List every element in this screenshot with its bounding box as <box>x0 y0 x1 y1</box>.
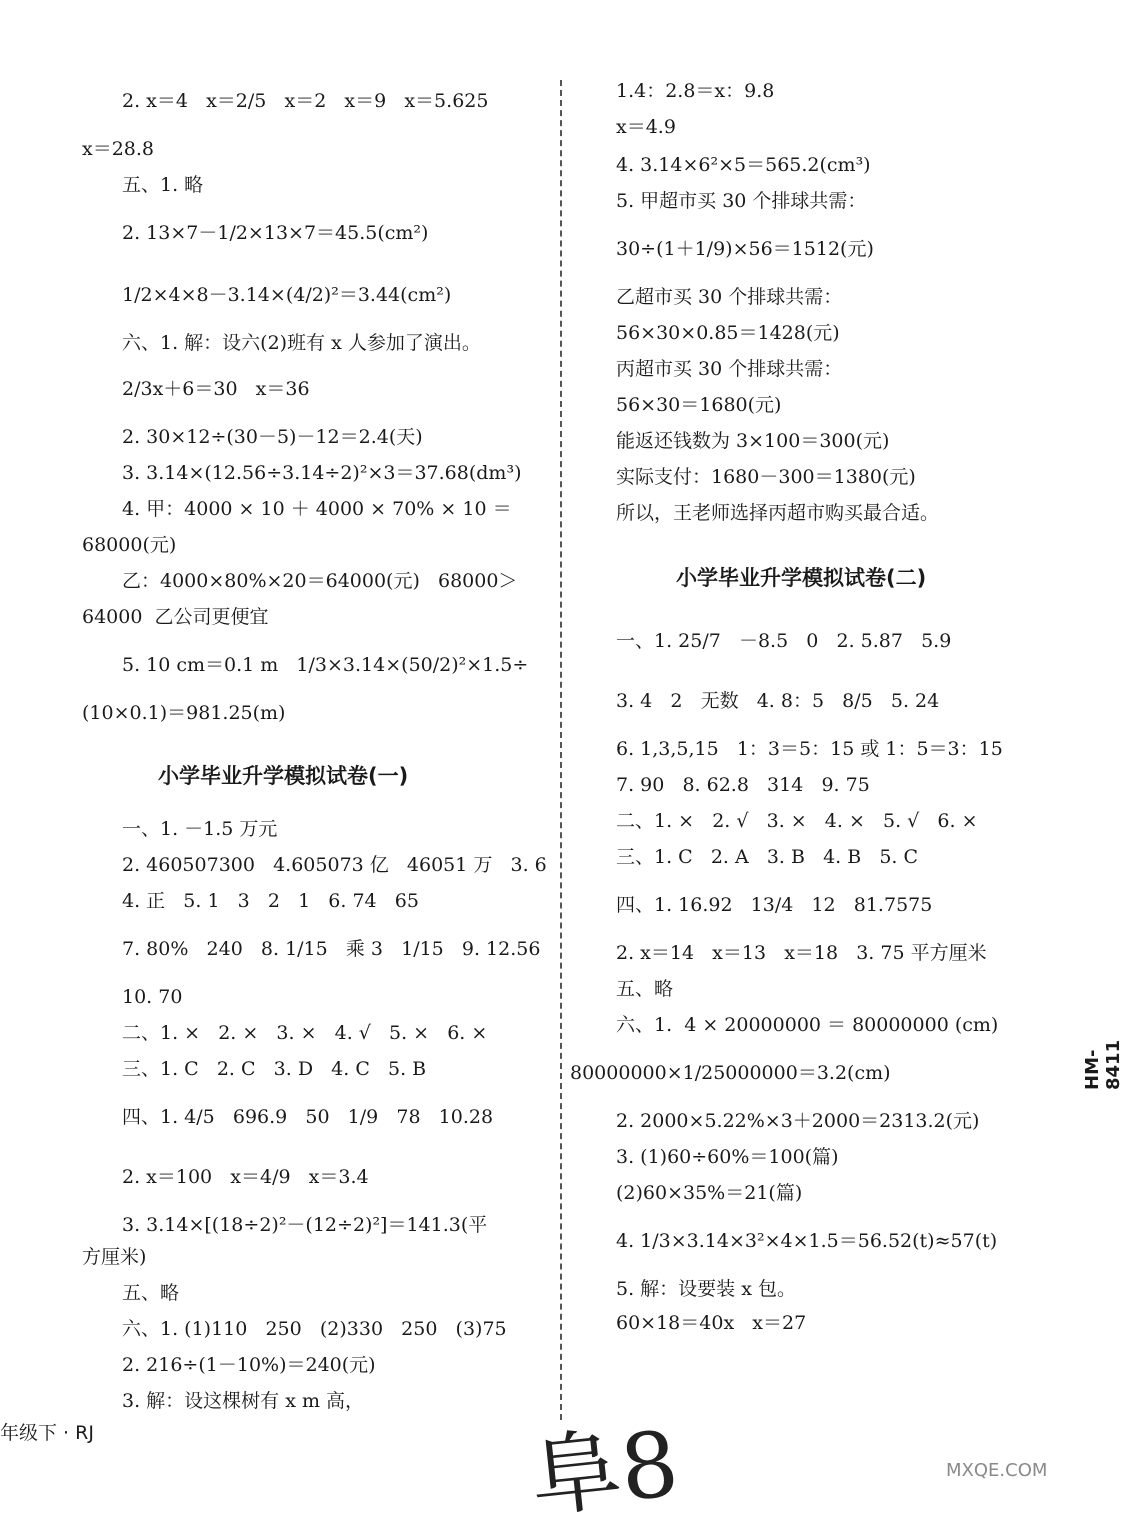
right-answer-line: 六、1. 4 × 20000000 ＝ 80000000 (cm) <box>616 1014 999 1036</box>
left-answer-line: 10. 70 <box>122 986 183 1008</box>
right-answer-line: 3. 4 2 无数 4. 8：5 8/5 5. 24 <box>616 690 940 712</box>
left-answer-line: 3. 3.14×[(18÷2)²－(12÷2)²]＝141.3(平 <box>122 1214 488 1236</box>
left-answer-line: 4. 甲：4000 × 10 ＋ 4000 × 70% × 10 ＝ <box>122 498 512 520</box>
handwritten-mark: 阜8 <box>525 1411 684 1532</box>
left-answer-line: 2. 216÷(1－10%)＝240(元) <box>122 1354 376 1376</box>
right-answer-line: 5. 甲超市买 30 个排球共需： <box>616 190 867 212</box>
right-answer-line: (2)60×35%＝21(篇) <box>616 1182 803 1204</box>
left-answer-line: 2. x＝100 x＝4/9 x＝3.4 <box>122 1166 369 1188</box>
left-answer-line: 7. 80% 240 8. 1/15 乘 3 1/15 9. 12.56 <box>122 938 541 960</box>
right-answer-line: 2. 2000×5.22%×3＋2000＝2313.2(元) <box>616 1110 980 1132</box>
right-answer-line: 二、1. × 2. √ 3. × 4. × 5. √ 6. × <box>616 810 978 832</box>
right-answer-line: 所以，王老师选择丙超市购买最合适。 <box>616 502 940 524</box>
right-answer-line: 实际支付：1680－300＝1380(元) <box>616 466 916 488</box>
right-answer-line: x＝4.9 <box>616 116 676 138</box>
right-answer-line: 五、略 <box>616 978 674 1000</box>
right-answer-line: 1.4：2.8＝x：9.8 <box>616 80 775 102</box>
right-answer-line: 30÷(1＋1/9)×56＝1512(元) <box>616 238 874 260</box>
right-answer-line: 3. (1)60÷60%＝100(篇) <box>616 1146 839 1168</box>
right-answer-line: 56×30＝1680(元) <box>616 394 782 416</box>
right-answer-line: 乙超市买 30 个排球共需： <box>616 286 843 308</box>
left-answer-line: 一、1. －1.5 万元 <box>122 818 278 840</box>
right-answer-line: 5. 解：设要装 x 包。 <box>616 1278 796 1300</box>
left-answer-line: 二、1. × 2. × 3. × 4. √ 5. × 6. × <box>122 1022 488 1044</box>
right-answer-line: 80000000×1/25000000＝3.2(cm) <box>570 1062 891 1084</box>
left-answer-line: 乙：4000×80%×20＝64000(元) 68000＞ <box>122 570 518 592</box>
right-answer-line: 4. 1/3×3.14×3²×4×1.5＝56.52(t)≈57(t) <box>616 1230 998 1252</box>
left-answer-line: 方厘米) <box>82 1246 147 1268</box>
left-answer-line: 2. 13×7－1/2×13×7＝45.5(cm²) <box>122 222 429 244</box>
right-answer-line: 4. 3.14×6²×5＝565.2(cm³) <box>616 154 871 176</box>
side-code-label: HM-8411 <box>1082 1039 1124 1090</box>
left-answer-line: 四、1. 4/5 696.9 50 1/9 78 10.28 <box>122 1106 494 1128</box>
left-answer-line: 2. 30×12÷(30－5)－12＝2.4(天) <box>122 426 423 448</box>
left-answer-line: 五、1. 略 <box>122 174 204 196</box>
right-answer-line: 能返还钱数为 3×100＝300(元) <box>616 430 890 452</box>
left-answer-line: 2. 460507300 4.605073 亿 46051 万 3. 6 <box>122 854 547 876</box>
left-answer-line: 三、1. C 2. C 3. D 4. C 5. B <box>122 1058 427 1080</box>
right-answer-line: 四、1. 16.92 13/4 12 81.7575 <box>616 894 933 916</box>
left-answer-line: (10×0.1)＝981.25(m) <box>82 702 286 724</box>
left-answer-line: 1/2×4×8－3.14×(4/2)²＝3.44(cm²) <box>122 284 452 306</box>
left-answer-line: x＝28.8 <box>82 138 155 160</box>
left-answer-line: 3. 3.14×(12.56÷3.14÷2)²×3＝37.68(dm³) <box>122 462 522 484</box>
left-answer-line: 5. 10 cm＝0.1 m 1/3×3.14×(50/2)²×1.5÷ <box>122 654 529 676</box>
right-answer-line: 60×18＝40x x＝27 <box>616 1312 807 1334</box>
left-answer-line: 64000 乙公司更便宜 <box>82 606 269 628</box>
left-answer-line: 2. x＝4 x＝2/5 x＝2 x＝9 x＝5.625 <box>122 90 489 112</box>
right-answer-line: 丙超市买 30 个排球共需： <box>616 358 843 380</box>
left-answer-line: 3. 解：设这棵树有 x m 高， <box>122 1390 365 1412</box>
right-answer-line: 一、1. 25/7 －8.5 0 2. 5.87 5.9 <box>616 630 952 652</box>
right-answer-line: 56×30×0.85＝1428(元) <box>616 322 840 344</box>
left-answer-line: 4. 正 5. 1 3 2 1 6. 74 65 <box>122 890 419 912</box>
watermark: MXQE.COM <box>946 1460 1048 1481</box>
column-divider <box>560 80 562 1420</box>
left-answer-line: 五、略 <box>122 1282 180 1304</box>
right-answer-line: 三、1. C 2. A 3. B 4. B 5. C <box>616 846 919 868</box>
left-answer-line: 六、1. (1)110 250 (2)330 250 (3)75 <box>122 1318 507 1340</box>
left-answer-line: 六、1. 解：设六(2)班有 x 人参加了演出。 <box>122 332 481 354</box>
paper-two-title: 小学毕业升学模拟试卷(二) <box>676 566 927 590</box>
left-answer-line: 68000(元) <box>82 534 177 556</box>
right-answer-line: 7. 90 8. 62.8 314 9. 75 <box>616 774 870 796</box>
paper-one-title: 小学毕业升学模拟试卷(一) <box>158 764 409 788</box>
left-answer-line: 2/3x＋6＝30 x＝36 <box>122 378 310 400</box>
right-answer-line: 6. 1,3,5,15 1：3＝5：15 或 1：5＝3：15 <box>616 738 1003 760</box>
right-answer-line: 2. x＝14 x＝13 x＝18 3. 75 平方厘米 <box>616 942 987 964</box>
page-footer: 年级下 · RJ <box>0 1422 94 1444</box>
